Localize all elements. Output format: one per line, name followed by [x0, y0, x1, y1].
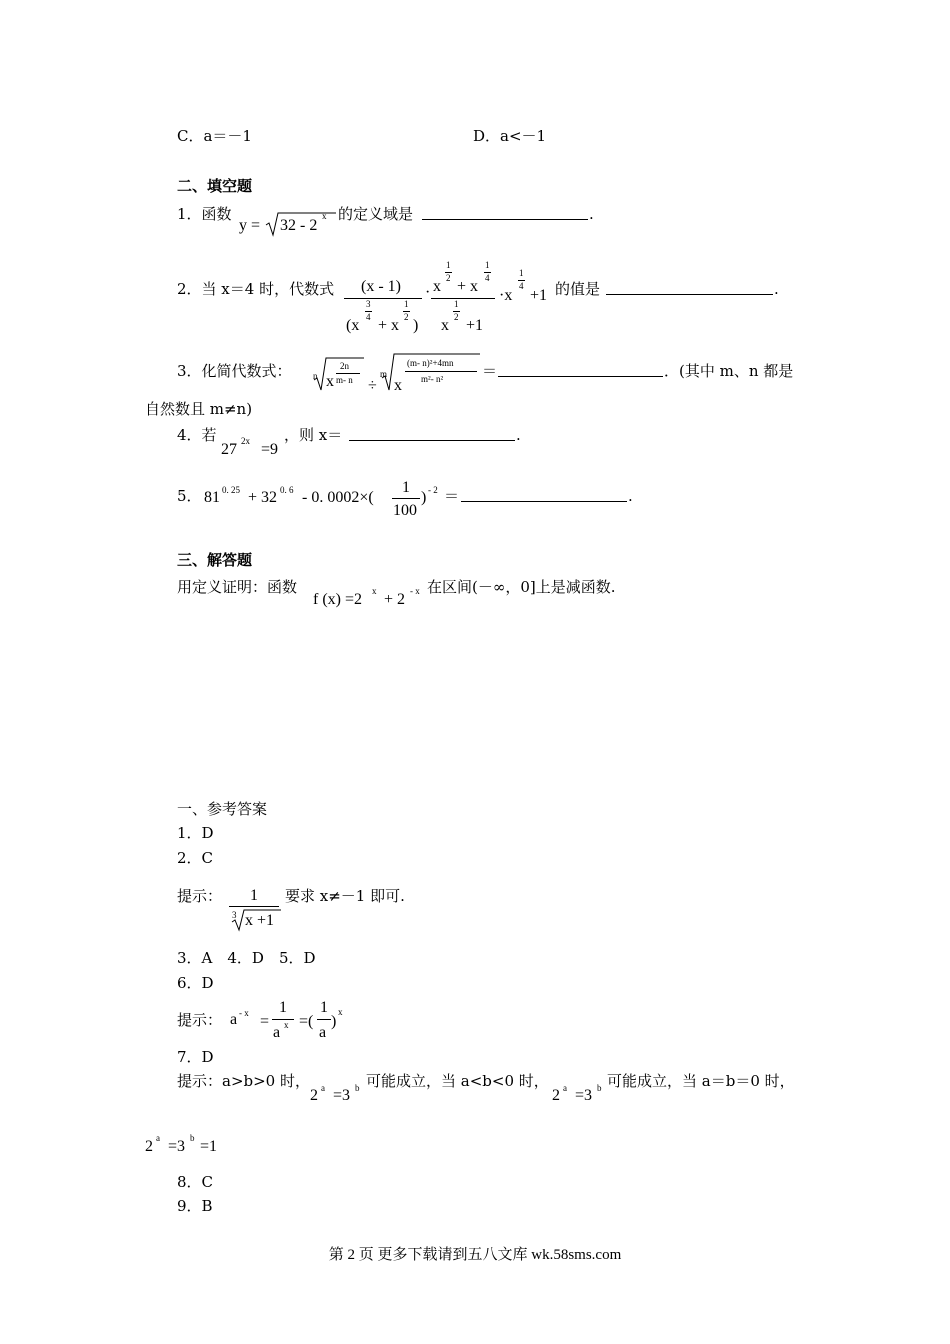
hint6-num2: 1	[320, 999, 328, 1016]
hint6-close-exp: x	[338, 1007, 343, 1017]
hint7-f2-base: 2	[552, 1087, 560, 1104]
q2-dot: ·	[425, 284, 431, 301]
q2-f2-bar	[431, 298, 495, 299]
hint6-a-exp: - x	[239, 1008, 249, 1018]
hint2-root-index: 3	[232, 910, 237, 920]
q5-term4: )	[421, 489, 427, 506]
q1-radicand: 32 - 2	[280, 217, 318, 234]
q3-root1-exp-bar	[336, 373, 360, 374]
q3-root1-index: n	[313, 371, 318, 381]
hint7-f1-eq: =3	[333, 1087, 351, 1104]
hint6-eq2: =(	[299, 1013, 314, 1030]
fill-section-heading: 二、填空题	[177, 177, 253, 195]
hint7-line2-exp2: b	[190, 1133, 195, 1143]
q5-term4-exp: - 2	[428, 485, 438, 495]
hint7-text1: 提示：a>b>0 时，	[177, 1072, 310, 1090]
choice-d: D．a<－1	[473, 127, 547, 145]
proof-fx-plus: + 2	[384, 591, 406, 608]
hint2-numerator: 1	[250, 887, 258, 904]
answer-8: 8．C	[177, 1173, 214, 1191]
proof-prefix: 用定义证明：函数	[177, 578, 298, 596]
hint7-line2-base: 2	[145, 1138, 153, 1155]
q2-f1-numerator: (x - 1)	[361, 278, 401, 295]
hint7-text3: 可能成立，当 a＝b＝0 时，	[607, 1072, 795, 1090]
hint6-eq1: =	[260, 1013, 270, 1030]
q1-end: .	[589, 205, 594, 223]
q3-root2-exp-num: (m- n)²+4mn	[407, 358, 454, 368]
hint7-f1-exp2: b	[355, 1083, 360, 1093]
q2-f1-den-close: )	[413, 317, 419, 334]
answer-section-heading: 三、解答题	[177, 551, 253, 569]
q1-answer-blank	[422, 207, 588, 223]
q4-rhs: =9	[261, 441, 279, 458]
q4-answer-blank	[349, 428, 515, 444]
hint2-label: 提示：	[177, 887, 223, 905]
q2-f2-den-plus: +1	[466, 317, 484, 334]
q2-f1-den-exp2-num: 1	[404, 299, 409, 309]
q5-term1: 81	[204, 489, 220, 506]
hint6-close: )	[331, 1013, 337, 1030]
q2-f1-den-exp1-num: 3	[366, 299, 371, 309]
hint7-f2-exp2: b	[597, 1083, 602, 1093]
hint7-f2-exp: a	[563, 1083, 567, 1093]
q4-suffix: ，则 x＝	[284, 426, 343, 444]
q5-term2: + 32	[248, 489, 278, 506]
q1-lhs: y =	[239, 217, 261, 234]
q5-prefix: 5．	[177, 487, 202, 505]
q2-f2-den-x: x	[441, 317, 449, 334]
proof-fx: f (x) =2	[313, 591, 363, 608]
hint7-f1-base: 2	[310, 1087, 318, 1104]
q3-prefix: 3．化简代数式：	[177, 362, 292, 380]
proof-fx-exp1: x	[372, 586, 377, 596]
hint2-suffix: 要求 x≠－1 即可.	[285, 887, 405, 905]
reference-heading: 一、参考答案	[177, 800, 268, 818]
q3-line2: 自然数且 m≠n)	[145, 400, 253, 418]
q2-f2-num-plus: + x	[457, 278, 479, 295]
hint6-den: a	[273, 1024, 281, 1041]
q3-equals: ＝	[482, 362, 498, 380]
q2-f2-den-exp-den: 2	[454, 312, 459, 322]
answer-6: 6．D	[177, 974, 214, 992]
q3-root1-exp-num: 2n	[340, 361, 349, 371]
q4-end: .	[516, 426, 521, 444]
q3-root2-index: m	[380, 369, 388, 379]
q2-answer-blank	[606, 282, 773, 298]
q5-frac-den: 100	[393, 502, 417, 519]
q2-tail-x: ·x	[499, 287, 513, 304]
hint7-line2-exp: a	[156, 1133, 160, 1143]
hint6-num: 1	[279, 999, 287, 1016]
q3-root2-exp-den: m²- n²	[421, 374, 444, 384]
q5-frac-num: 1	[402, 479, 410, 496]
q2-f2-num-exp2-num: 1	[485, 260, 490, 270]
q2-tail-exp-den: 4	[519, 281, 524, 291]
q5-term2-exp: 0. 6	[280, 485, 294, 495]
hint6-den2: a	[319, 1024, 327, 1041]
hint7-f2-eq: =3	[575, 1087, 593, 1104]
q5-equals: ＝	[444, 487, 460, 505]
q4-base: 27	[221, 441, 237, 458]
q5-answer-blank	[461, 489, 627, 505]
hint2-bar	[229, 906, 279, 907]
hint7-line2-eq: =3	[168, 1138, 186, 1155]
q5-frac-bar	[392, 498, 420, 499]
q3-divide: ÷	[368, 377, 377, 394]
q3-root1-radical-icon	[312, 356, 364, 392]
q3-answer-blank	[498, 364, 663, 380]
q2-f1-bar	[344, 298, 422, 299]
hint6-bar2	[317, 1019, 331, 1020]
q2-f2-den-exp-num: 1	[454, 299, 459, 309]
answer-2: 2．C	[177, 849, 214, 867]
q2-tail-plus: +1	[530, 287, 548, 304]
q2-suffix: 的值是	[555, 280, 601, 298]
q3-root1-base: x	[326, 373, 334, 390]
q2-f1-den-exp2-den: 2	[404, 312, 409, 322]
q1-prefix: 1．函数	[177, 205, 232, 223]
answer-7: 7．D	[177, 1048, 214, 1066]
hint2-radicand: x +1	[245, 912, 275, 929]
q3-root2-base: x	[394, 377, 402, 394]
q2-f1-den-open: (x	[346, 317, 360, 334]
q3-suffix: ．(其中 m、n 都是	[664, 362, 794, 380]
q2-f2-num-exp1-den: 2	[446, 273, 451, 283]
choice-c: C．a＝－1	[177, 127, 252, 145]
answer-1: 1．D	[177, 824, 214, 842]
q3-root1-exp-den: m- n	[336, 375, 353, 385]
q2-end: .	[774, 280, 779, 298]
proof-fx-exp2: - x	[410, 586, 420, 596]
q4-exp: 2x	[241, 436, 250, 446]
proof-suffix: 在区间(－∞，0]上是减函数.	[427, 578, 616, 596]
answers-3-5: 3．A 4．D 5．D	[177, 949, 316, 967]
q5-term3: - 0. 0002×(	[302, 489, 374, 506]
q5-term1-exp: 0. 25	[222, 485, 240, 495]
answer-9: 9．B	[177, 1197, 213, 1215]
q2-f2-num-x1: x	[433, 278, 441, 295]
hint6-a: a	[230, 1011, 238, 1028]
q2-tail-exp-num: 1	[519, 268, 524, 278]
hint6-bar	[272, 1019, 294, 1020]
page-footer: 第 2 页 更多下载请到五八文库 wk.58sms.com	[328, 1247, 622, 1263]
q2-f2-num-exp2-den: 4	[485, 273, 490, 283]
q2-f2-num-exp1-num: 1	[446, 260, 451, 270]
q2-prefix: 2．当 x＝4 时，代数式	[177, 280, 335, 298]
hint6-label: 提示：	[177, 1011, 223, 1029]
q4-prefix: 4．若	[177, 426, 217, 444]
q5-end: .	[628, 487, 633, 505]
q1-radicand-exp: x	[322, 211, 327, 221]
q2-f1-den-exp1-den: 4	[366, 312, 371, 322]
hint7-line2-rhs: =1	[200, 1138, 218, 1155]
q2-f1-den-mid: + x	[378, 317, 400, 334]
hint6-den-exp: x	[284, 1020, 289, 1030]
q1-suffix: 的定义域是	[338, 205, 414, 223]
hint7-text2: 可能成立，当 a<b<0 时，	[366, 1072, 549, 1090]
q3-root2-exp-bar	[405, 371, 477, 372]
hint7-f1-exp: a	[321, 1083, 325, 1093]
